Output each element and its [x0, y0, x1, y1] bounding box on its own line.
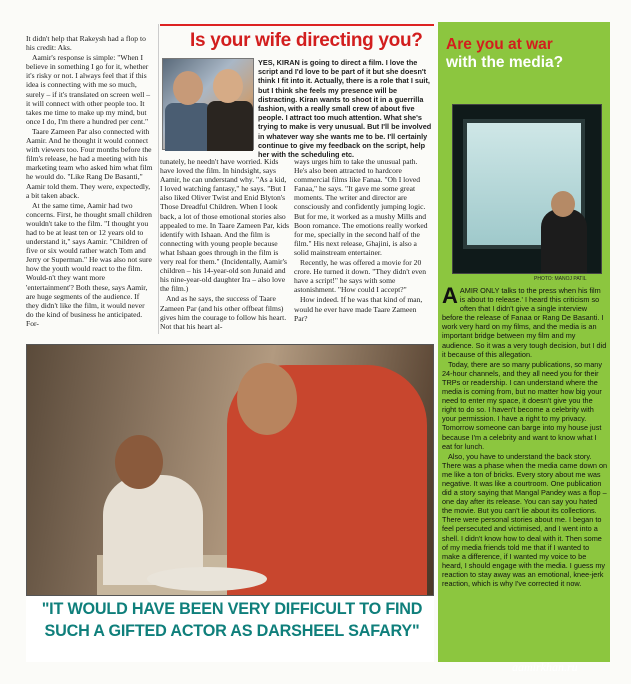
middle-paragraph: How indeed. If he was that kind of man, would he ever have made Taare Zameen Par? [294, 295, 423, 323]
photo-figure [207, 101, 253, 151]
photo-face [115, 435, 163, 489]
middle-paragraph: tunately, he needn't have worried. Kids have loved the film. In hindsight, says Aamir, he can understand why. "As a kid, I loved watching fantasy," he says. "But I also liked Oliver Twist and Enid Blyton's Those Dreadful Children. When I look back, a lot of those emotional stories also appealed to me. In Taare Zameen Par, kids identify with Ishaan. And the film is connecting with young people because what Ishaan goes through in the film is very real for them." (Incidentally, Aamir's children – his 14-year-old son Junaid and his nine-year-old daughter Ira – also love the film.) [160, 157, 290, 294]
sidebar-photo [452, 104, 602, 274]
photo-credit: PHOTO: MANOJ PATIL [534, 276, 587, 282]
left-paragraph-4: At the same time, Aamir had two concerns. First, he thought small children wouldn't take to the film. "I thought you had to be at least ten or 12 years old to understand it," says Aamir. "Children of five or six would rather watch Tom and Jerry or Superman." He was also not sure how the youth would react to the film. Would-n't they want more 'entertainment'? Both these, says Aamir, are huge segments of the audience. If they didn't like the film, it would never do the kind of business he anticipated. For- [26, 200, 152, 328]
sidebar-text [442, 283, 608, 589]
left-text-column [26, 34, 154, 329]
sidebar-paragraph-text: AMIR ONLY talks to the press when his film is about to release.' I heard this criticism so often that I didn't give a single interview before the release of Fanaa or Rang De Basanti. I work very hard on my films, and the media is an important bridge between my film and my audience. So it was a very tough decision, but I did it because of this allegation. [442, 286, 607, 359]
photo-face [173, 71, 203, 105]
middle-paragraph: ways urges him to take the unusual path. He's also been attracted to hardcore commercial films like Fanaa. "Oh I loved Fanaa," he says. "It gave me some great moments. The writer and director are consciously and confidently jumping logic. But for me, it worked as a mushy Mills and Boon romance. The emotions really worked for me, specially in the second half of the film." His next release, Ghajini, is also a solid mainstream entertainer. [294, 157, 428, 257]
kiran-answer: YES, KIRAN is going to direct a film. I love the script and I'd love to be part of it but she doesn't think I fit into it. Actually, there is a role that I suit, but I think she feels my presence will be distracting. Kiran wants to shoot it in a guerrilla fashion, with a really small crew of about five people. I attract too much attention. What she's trying to make is very unusual. But I'll be involved in whatever way she wants me to be. I'll certainly continue to give my feedback on the script, help her with the scheduling etc. [258, 58, 432, 160]
photo-figure [165, 103, 211, 151]
middle-text-column-1 [160, 157, 290, 332]
sidebar-paragraph [442, 283, 608, 359]
dropcap: A [442, 283, 458, 308]
left-paragraph-3: Taare Zameen Par also connected with Aamir. And he thought it would connect with viewers too. Four months before the film's release, he had a meeting with his marketing team who asked him what film he would do. "Like Rang De Basanti," Aamir told them. They were, expectedly, a bit taken aback. [26, 126, 153, 200]
photo-figure [541, 209, 587, 274]
left-paragraph-2: Aamir's response is simple: "When I believe in something I go for it, whether it's risky or not. I always feel that if this idea is connecting with me so much, surely – if it's translated on screen well – it will connect with other people too. It takes me time to make up my mind, but once I do, I'm there a hundred per cent." [26, 53, 151, 126]
sidebar-title-line-1: Are you at war [446, 36, 553, 53]
middle-paragraph: And as he says, the success of Taare Zameen Par (and his other offbeat films) gives him the courage to follow his heart. Not that his heart al- [160, 294, 287, 331]
left-paragraph-1: It didn't help that Rakeysh had a flop to his credit: Aks. [26, 34, 146, 53]
headline: Is your wife directing you? [190, 30, 423, 51]
middle-paragraph: Recently, he was offered a movie for 20 crore. He turned it down. "They didn't even have a script!" he says with some astonishment. "How could I accept?" [294, 258, 427, 295]
sidebar-paragraph: Today, there are so many publications, so many 24-hour channels, and they all need you for their TRPs or readership. I can understand where the media is coming from, but no matter how big your need to enter my space, it doesn't give you the right to do so. I haven't become a celebrity with your permission. I have a right to my privacy. Tomorrow someone can barge into my house just because I'm a celebrity and want to know what I eat for lunch. [442, 359, 602, 451]
main-photo [26, 344, 434, 596]
middle-text-column-2 [294, 157, 431, 324]
sidebar-title [446, 36, 606, 72]
couple-photo [162, 58, 254, 150]
sidebar-title-line-2: with the media? [446, 54, 564, 71]
photo-plate [147, 567, 267, 591]
column-divider [158, 24, 159, 334]
photo-face [213, 69, 243, 103]
sidebar-paragraph: Also, you have to understand the back story. There was a phase when the media came down on me like a ton of bricks. Every story about me was negative. It was like a courtroom. One publication did a story saying that Mangal Pandey was a flop – one day after its release. You can say you hated the movie. But you can't lie about its collections. There were personal stories about me. I began to feel persecuted and victimised, and I went into a shell. I didn't know how to deal with it. Then some of my media friends told me that if I wanted to make a difference, if I wanted my voice to be heard, I should engage with the media. I guess my reaction to stay away was an emotional, knee-jerk reaction, which is why I've corrected it now. [442, 451, 608, 588]
photo-face [551, 191, 575, 217]
watermark: aamirkhan.ru [512, 660, 578, 674]
pull-quote: "IT WOULD HAVE BEEN VERY DIFFICULT TO FIND SUCH A GIFTED ACTOR AS DARSHEEL SAFARY" [41, 600, 423, 640]
photo-face [237, 363, 297, 435]
